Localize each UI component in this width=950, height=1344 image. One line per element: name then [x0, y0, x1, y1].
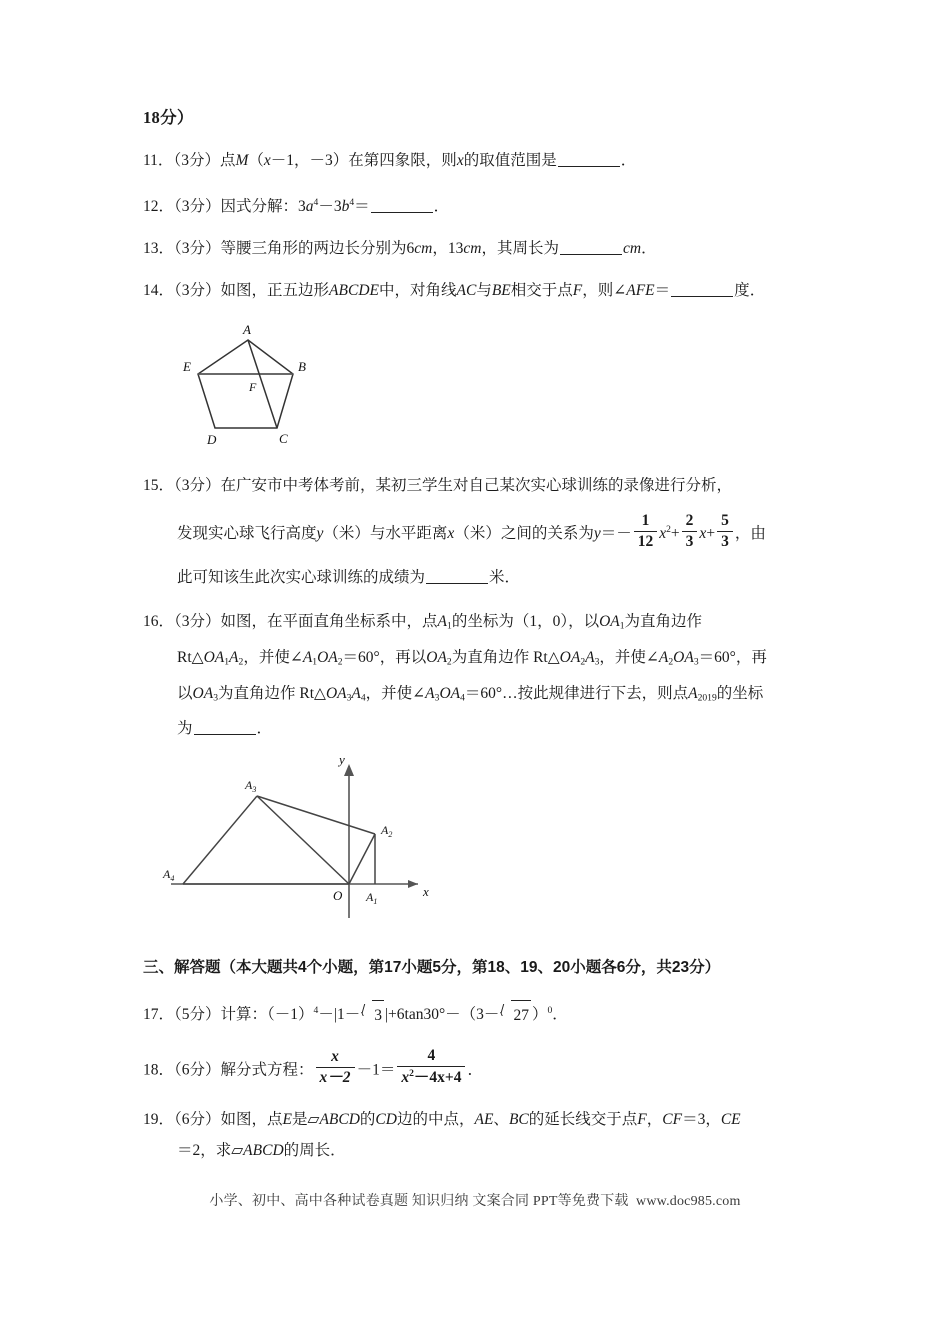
subscript: 1 — [312, 656, 318, 668]
fraction-numerator: 1 — [634, 512, 658, 533]
question-12-exp-b: 4 — [349, 197, 355, 208]
question-16-tri-2: OA — [559, 649, 581, 666]
question-19-point-f: F — [637, 1111, 647, 1129]
question-13-text-1: 等腰三角形的两边长分别为6 — [220, 240, 415, 258]
question-17-number: 17． — [143, 1006, 175, 1024]
question-16-point-a1: A — [437, 613, 448, 631]
question-13-text-2: ，13 — [432, 240, 464, 258]
question-13-text-3: ，其周长为 — [481, 240, 559, 258]
question-15-text-line-1: 在广安市中考体考前，某初三学生对自己某次实心球训练的录像进行分析， — [220, 477, 733, 495]
radicand: 27 — [511, 1000, 531, 1031]
question-15 — [143, 464, 823, 600]
question-13-unit-1: cm — [414, 240, 433, 258]
x-axis-label: x — [423, 884, 429, 900]
question-15-plus-2: + — [706, 525, 716, 543]
y-axis-arrow — [344, 764, 354, 776]
question-15-eq-y: y — [593, 525, 601, 543]
question-15-text-2a: 发现实心球飞行高度 — [177, 525, 317, 543]
question-18 — [143, 1047, 823, 1093]
question-17-text-3: |+6tan30°－（3－ — [384, 1006, 500, 1024]
segment-a2-a3 — [257, 796, 375, 834]
fraction-five-thirds — [717, 512, 733, 552]
question-11 — [143, 146, 823, 176]
question-15-var-x: x — [447, 525, 455, 543]
question-19-seg-bc: BC — [508, 1111, 529, 1129]
question-12-minus: －3 — [318, 198, 342, 216]
question-18-number: 18． — [143, 1061, 175, 1079]
fraction-four-over-quadratic — [397, 1047, 465, 1088]
subscript: 1 — [447, 621, 452, 632]
question-11-text-3: －1，－3）在第四象限，则 — [270, 152, 457, 169]
question-19-text-1d: 边的中点， — [396, 1111, 475, 1129]
fraction-one-twelfth — [634, 512, 658, 552]
pentagon-svg — [165, 318, 335, 450]
question-11-end: ． — [620, 152, 637, 169]
question-16-text-3b: 为直角边作 Rt△ — [217, 684, 326, 702]
question-13 — [143, 234, 823, 264]
answer-blank[interactable] — [194, 720, 256, 735]
question-19 — [143, 1104, 823, 1166]
question-15-text-2d: ，由 — [734, 525, 766, 543]
subscript: 3 — [213, 692, 218, 704]
question-14-points: （3分） — [174, 282, 221, 300]
question-18-end: ． — [467, 1061, 483, 1079]
question-16-text-2d: 为直角边作 Rt△ — [451, 649, 560, 666]
question-14-point-f: F — [572, 282, 583, 300]
fraction-numerator: 4 — [397, 1047, 465, 1068]
question-14-text-6: ＝ — [654, 282, 671, 300]
question-16-text-2c: ＝60°，再以 — [342, 649, 427, 666]
coordinate-svg — [153, 756, 443, 928]
question-14-diagonal-ac: AC — [456, 282, 477, 300]
question-12-end: ． — [433, 198, 450, 216]
question-12-exp-a: 4 — [313, 197, 319, 208]
question-16-text-3c: ，并使∠ — [365, 684, 426, 702]
question-14-diagonal-be: BE — [491, 282, 511, 300]
question-16 — [143, 606, 823, 744]
fraction-denominator — [397, 1067, 465, 1088]
question-19-text-1c: 的 — [359, 1111, 376, 1129]
question-16-points: （3分） — [174, 613, 221, 631]
segment-a3-a4 — [183, 796, 257, 884]
question-16-text-1a: 如图，在平面直角坐标系中，点 — [220, 613, 438, 631]
question-16-text-1c: 为直角边作 — [624, 613, 703, 631]
question-17-points: （5分） — [174, 1006, 221, 1024]
question-16-text-3a: 以 — [177, 684, 193, 702]
question-13-unit-3: cm — [622, 240, 642, 258]
fraction-denominator: 12 — [637, 533, 654, 551]
subscript: 2019 — [697, 692, 717, 704]
section-heading: 三、解答题（本大题共4个小题，第17小题5分，第18、19、20小题各6分，共23分） — [143, 959, 721, 977]
question-17-text-4: ） — [531, 1006, 548, 1024]
question-19-number: 19． — [143, 1111, 175, 1129]
pentagon-label-d: D — [207, 432, 217, 448]
question-12-var-b: b — [341, 198, 350, 216]
answer-blank[interactable] — [560, 240, 622, 255]
subscript: 3 — [693, 656, 699, 668]
subscript: 4 — [460, 692, 465, 704]
question-11-var-m: M — [235, 152, 249, 169]
footer-text: 小学、初中、高中各种试卷真题 知识归纳 文案合同 PPT等免费下载 — [209, 1194, 629, 1209]
fraction-numerator: 5 — [717, 512, 733, 533]
question-16-text-1b: 的坐标为（1，0），以 — [451, 613, 600, 631]
question-16-text-2b: ，并使∠ — [243, 649, 303, 666]
question-18-text-1: 解分式方程： — [220, 1061, 314, 1079]
question-18-text-2: －1＝ — [356, 1061, 396, 1079]
question-15-text-3b: 米． — [489, 569, 521, 587]
question-15-line-1 — [143, 464, 823, 508]
question-19-parallelogram-1: ABCD — [319, 1111, 360, 1129]
pentagon-figure — [165, 318, 823, 450]
question-14-end: ． — [749, 282, 766, 300]
question-11-text-4: 的取值范围是 — [463, 152, 557, 169]
question-16-end: ． — [256, 720, 273, 738]
subscript: 2 — [337, 656, 343, 668]
question-16-tri-2b: A — [585, 649, 595, 666]
radicand: 3 — [372, 1000, 384, 1031]
footer-url: www.doc985.com — [636, 1194, 741, 1209]
question-11-var-x2: x — [456, 152, 464, 169]
question-11-text-1: 点 — [219, 152, 236, 169]
question-16-ang-1: A — [302, 649, 313, 666]
point-label-a1: $A_1$ — [366, 890, 378, 907]
question-14-text-5: ，则∠ — [582, 282, 627, 300]
question-19-cf-value: ＝3， — [682, 1111, 721, 1129]
question-16-ang-3b: OA — [439, 684, 461, 702]
question-15-points: （3分） — [174, 477, 221, 495]
denominator-rest: －4x+4 — [413, 1069, 462, 1087]
question-16-tri-3: OA — [325, 684, 347, 702]
pentagon-outline — [198, 340, 293, 428]
question-11-var-x1: x — [263, 152, 271, 169]
question-14-text-3: 与 — [476, 282, 492, 300]
question-12-text-1: 因式分解：3 — [220, 198, 306, 216]
subscript: 1 — [619, 621, 625, 632]
question-17 — [143, 996, 823, 1030]
question-16-line-1 — [143, 606, 823, 642]
fragment-header: 18分） — [143, 108, 194, 127]
denominator-var: x — [401, 1069, 410, 1087]
question-16-ang-1b: OA — [317, 649, 338, 666]
question-19-text-1f: 的延长线交于点 — [528, 1111, 638, 1129]
question-14-text-1: 如图，正五边形 — [220, 282, 330, 300]
question-11-points: （3分） — [173, 152, 220, 169]
pentagon-label-b: B — [298, 359, 306, 375]
point-label-a2: $A_2$ — [381, 823, 393, 840]
question-12-equals: ＝ — [354, 198, 370, 216]
subscript: 3 — [346, 692, 352, 704]
question-11-number: 11． — [143, 152, 174, 169]
question-16-ang-2b: OA — [673, 649, 694, 666]
pentagon-label-c: C — [279, 431, 288, 447]
pentagon-label-e: E — [183, 359, 191, 375]
question-19-line-1 — [143, 1104, 823, 1135]
question-16-tri-1: OA — [203, 649, 225, 666]
question-16-point-a2019: A — [688, 684, 698, 702]
fraction-x-over-x-minus-2 — [316, 1048, 355, 1088]
question-19-cf: CF — [662, 1111, 683, 1129]
question-19-text-1g: ， — [646, 1111, 663, 1129]
question-15-eq-x2: x — [699, 525, 707, 543]
question-14-pentagon-label: ABCDE — [329, 282, 379, 300]
answer-blank[interactable] — [558, 152, 620, 167]
question-15-number: 15． — [143, 477, 175, 495]
subscript: 2 — [446, 656, 452, 668]
fraction-numerator: 2 — [682, 512, 698, 533]
question-16-tri-3b: A — [351, 684, 361, 702]
coordinate-figure — [153, 756, 823, 928]
question-19-parallelogram-2: ABCD — [243, 1142, 284, 1160]
question-19-text-2a: ＝2，求▱ — [177, 1142, 244, 1160]
question-19-text-1a: 如图，点 — [220, 1111, 283, 1129]
question-19-points: （6分） — [174, 1111, 221, 1129]
subscript: 2 — [668, 656, 674, 668]
question-15-eq-x1: x — [659, 525, 667, 543]
question-17-text-2: －|1－ — [318, 1006, 361, 1024]
question-17-end: ． — [552, 1006, 568, 1024]
question-12 — [143, 188, 823, 222]
question-11-text-2: （ — [248, 152, 264, 169]
denominator-exp: 2 — [409, 1068, 414, 1080]
question-16-line-3 — [143, 678, 823, 714]
question-17-exp-1: 4 — [313, 1005, 319, 1017]
question-15-eq-sign: ＝－ — [600, 525, 632, 543]
question-15-text-2b: （米）与水平距离 — [323, 525, 448, 543]
radical-three — [361, 999, 384, 1031]
segment-o-a2 — [349, 834, 375, 884]
subscript: 3 — [594, 656, 600, 668]
question-19-text-2b: 的周长． — [283, 1142, 346, 1160]
question-15-eq-sup: 2 — [666, 524, 671, 536]
question-14-text-4: 相交于点 — [510, 282, 573, 300]
question-15-line-3 — [143, 556, 823, 600]
fraction-denominator: 3 — [685, 533, 694, 551]
question-14-text-2: 中，对角线 — [378, 282, 457, 300]
question-16-text-2a: Rt△ — [177, 649, 204, 666]
subscript: 2 — [238, 656, 244, 668]
subscript: 2 — [580, 656, 586, 668]
question-12-points: （3分） — [174, 198, 221, 216]
question-19-text-1e: 、 — [493, 1111, 509, 1129]
y-axis-label: y — [339, 756, 345, 768]
radical-twentyseven — [500, 999, 531, 1031]
fraction-numerator: x — [316, 1048, 355, 1069]
question-16-number: 16． — [143, 613, 175, 631]
question-19-line-2 — [143, 1135, 823, 1166]
segment-o-a3 — [257, 796, 349, 884]
question-19-ce: CE — [720, 1111, 741, 1129]
question-13-end: ． — [641, 240, 657, 258]
question-16-text-2f: ＝60°，再 — [698, 649, 767, 666]
question-16-text-2e: ，并使∠ — [599, 649, 659, 666]
subscript: 4 — [360, 692, 366, 704]
question-17-exp-2: 0 — [547, 1005, 553, 1017]
answer-blank[interactable] — [371, 198, 433, 213]
question-15-line-2 — [143, 508, 823, 556]
question-19-seg-ae: AE — [474, 1111, 494, 1129]
question-15-text-2c: （米）之间的关系为 — [454, 525, 594, 543]
origin-label: O — [333, 888, 343, 904]
question-13-number: 13． — [143, 240, 175, 258]
fraction-denominator: 3 — [721, 533, 729, 551]
point-label-a3: $A_3$ — [245, 778, 257, 795]
question-16-text-4: 为 — [177, 720, 193, 738]
page-footer — [0, 1190, 950, 1210]
question-15-text-3a: 此可知该生此次实心球训练的成绩为 — [177, 569, 426, 587]
question-16-line-4 — [143, 713, 823, 744]
question-16-tri-1b: A — [229, 649, 239, 666]
fraction-two-thirds — [682, 512, 698, 552]
question-16-text-3e: 的坐标 — [716, 684, 764, 702]
question-16-line-2 — [143, 642, 823, 678]
question-13-unit-2: cm — [463, 240, 482, 258]
question-19-text-1b: 是▱ — [292, 1111, 320, 1129]
question-15-var-y: y — [316, 525, 324, 543]
answer-blank[interactable] — [671, 282, 733, 297]
page-content — [143, 104, 823, 1178]
question-14-number: 14． — [143, 282, 175, 300]
question-19-point-e: E — [282, 1111, 293, 1129]
fraction-denominator: x－2 — [319, 1069, 351, 1087]
answer-blank[interactable] — [426, 569, 488, 584]
question-16-seg-oa2: OA — [426, 649, 447, 666]
subscript: 1 — [224, 656, 230, 668]
pentagon-label-f: F — [249, 380, 257, 395]
question-12-var-a: a — [305, 198, 314, 216]
question-19-side-cd: CD — [375, 1111, 397, 1129]
x-axis-arrow — [408, 880, 418, 888]
question-16-seg-oa1: OA — [599, 613, 620, 631]
question-14-unit: 度 — [734, 282, 750, 300]
question-14-angle-afe: AFE — [626, 282, 655, 300]
question-16-text-3d: ＝60°…按此规律进行下去，则点 — [464, 684, 689, 702]
point-label-a4: $A_4$ — [163, 867, 175, 884]
question-16-ang-3: A — [425, 684, 435, 702]
question-14 — [143, 276, 823, 306]
question-15-plus-1: + — [670, 525, 680, 543]
question-13-points: （3分） — [174, 240, 221, 258]
question-17-text-1: 计算：（－1） — [220, 1006, 314, 1024]
question-16-ang-2: A — [658, 649, 669, 666]
question-12-number: 12． — [143, 198, 175, 216]
question-18-points: （6分） — [174, 1061, 221, 1079]
subscript: 3 — [434, 692, 440, 704]
pentagon-label-a: A — [243, 322, 251, 338]
question-16-seg-oa3: OA — [192, 684, 214, 702]
